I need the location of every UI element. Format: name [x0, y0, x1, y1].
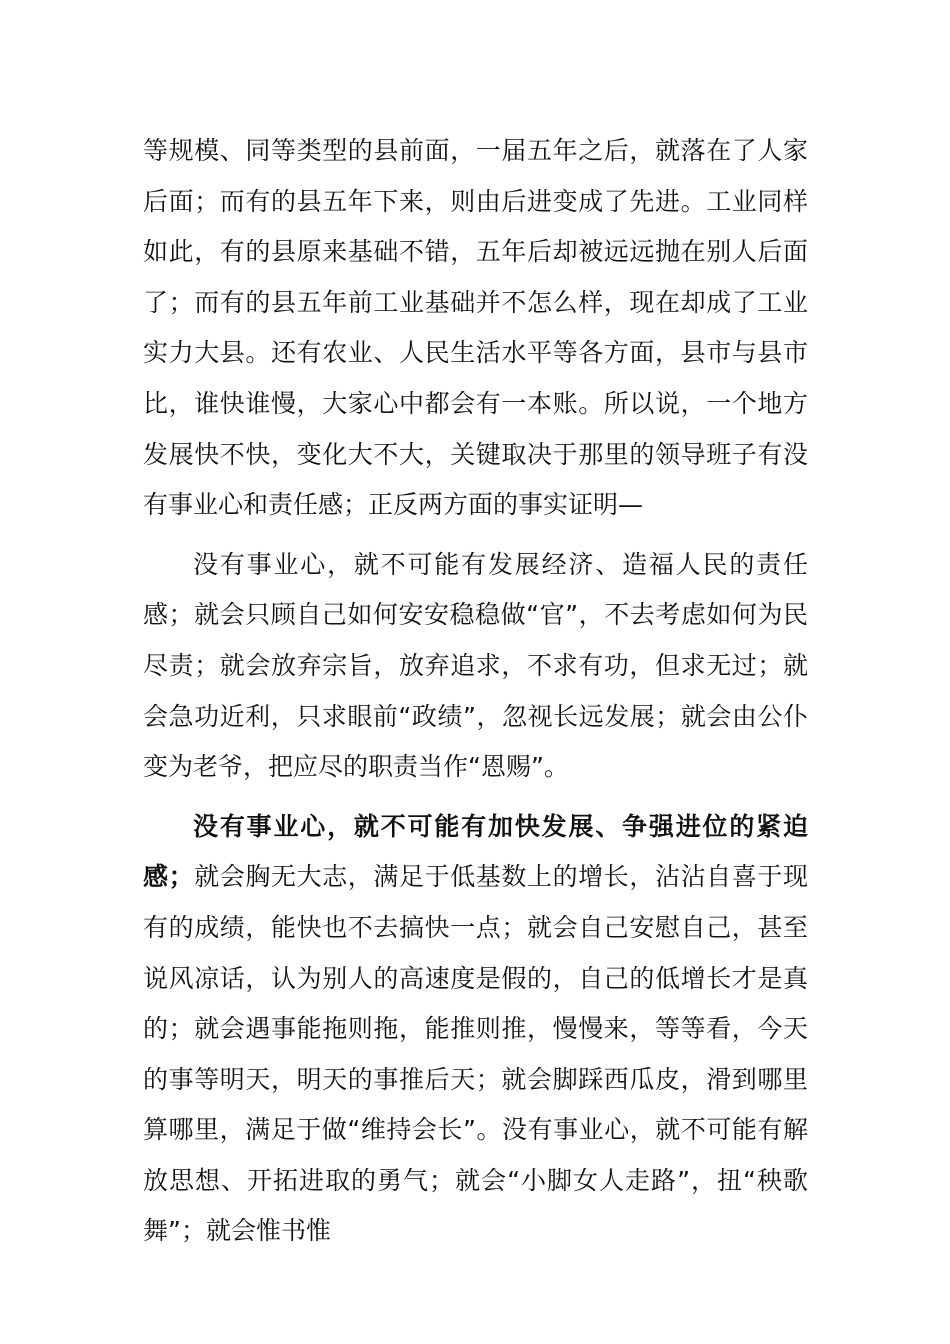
paragraph-3-bold-lead: 没有事业心，就不可能有加快发展、争强进位的紧迫感；	[143, 811, 808, 892]
paragraph-3-body: 就会胸无大志，满足于低基数上的增长，沾沾自喜于现有的成绩，能快也不去搞快一点；就会自己安慰自己，甚至说风凉话，认为别人的高速度是假的，自己的低增长才是真的；就会遇事能拖则拖，能推则推，慢慢来，等等看，今天的事等明天，明天的事推后天；就会脚踩西瓜皮，滑到哪里算哪里，满足于做“维持会长”。没有事业心，就不可能有解放思想、开拓进取的勇气；就会“小脚女人走路”，扭“秧歌舞”；就会惟书惟	[143, 862, 808, 1246]
paragraph-1: 等规模、同等类型的县前面，一届五年之后，就落在了人家后面；而有的县五年下来，则由后进变成了先进。工业同样如此，有的县原来基础不错，五年后却被远远抛在别人后面了；而有的县五年前工业基础并不怎么样，现在却成了工业实力大县。还有农业、人民生活水平等各方面，县市与县市比，谁快谁慢，大家心中都会有一本账。所以说，一个地方发展快不快，变化大不大，关键取决于那里的领导班子有没有事业心和责任感；正反两方面的事实证明—	[143, 136, 808, 520]
paragraph-3	[143, 802, 808, 1257]
document-page	[143, 126, 808, 1257]
paragraph-2: 没有事业心，就不可能有发展经济、造福人民的责任感；就会只顾自己如何安安稳稳做“官”，不去考虑如何为民尽责；就会放弃宗旨，放弃追求，不求有功，但求无过；就会急功近利，只求眼前“政绩”，忽视长远发展；就会由公仆变为老爷，把应尽的职责当作“恩赐”。	[143, 549, 808, 782]
